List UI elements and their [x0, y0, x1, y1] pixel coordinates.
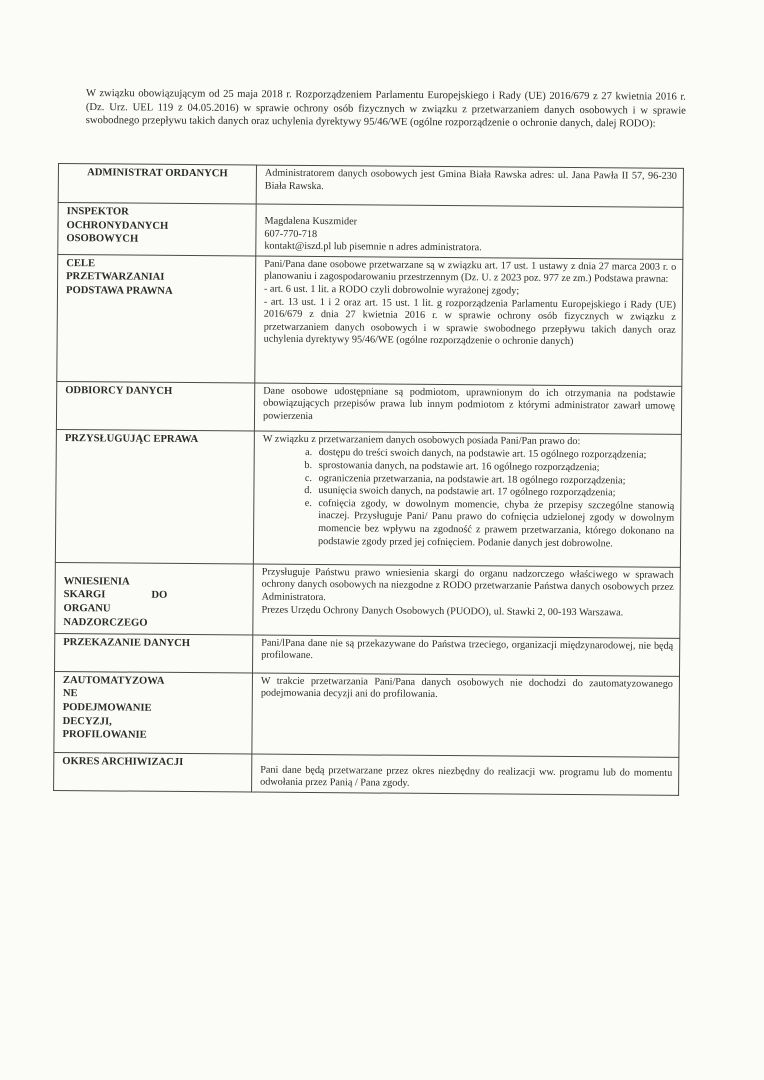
transfer-value: Pani/lPana dane nie są przekazywane do Państwa trzeciego, organizacji międzynarodowej, nie będą profilowane. [253, 635, 680, 676]
table-row [58, 164, 683, 208]
complaint-label-line: NADZORCZEGO [63, 616, 148, 629]
inspector-label-line: OSOBOWYCH [66, 233, 139, 245]
admin-value: Administratorem danych osobowych jest Gmina Biała Rawska adres: ul. Jana Pawła II 57, 96-230 Biała Rawska. [256, 165, 683, 207]
rights-intro: W związku z przetwarzaniem danych osobowych posiada Pani/Pan prawo do: [262, 433, 581, 447]
list-item: b. sprostowania danych, na podstawie art. 16 ogólnego rozporządzenia; [315, 460, 675, 475]
list-item: c. ograniczenia przetwarzania, na podstawie art. 18 ogólnego rozporządzenia; [314, 473, 674, 488]
inspector-label [58, 203, 256, 256]
gdpr-info-table [53, 163, 684, 796]
purposes-value [255, 256, 683, 386]
inspector-label-line: INSPEKTOR [66, 206, 129, 218]
inspector-contact: kontakt@iszd.pl lub pisemnie n adres administratora. [264, 240, 482, 254]
complaint-authority: Prezes Urzędu Ochrony Danych Osobowych (PUODO), ul. Stawki 2, 00-193 Warszawa. [261, 604, 624, 619]
recipients-label: ODBIORCY DANYCH [56, 381, 254, 431]
complaint-label-line: ORGANU [63, 603, 111, 615]
retention-value [252, 754, 679, 796]
inspector-label-line: OCHRONYDANYCH [66, 219, 169, 232]
automated-decisions-value: W trakcie przetwarzania Pani/Pana danych osobowych nie dochodzi do zautomatyzowanego podejmowania decyzji ani do profilowania. [252, 673, 680, 757]
list-item: a. dostępu do treści swoich danych, na podstawie art. 15 ogólnego rozporządzenia; [315, 447, 675, 462]
complaint-label-word: DO [151, 590, 168, 602]
complaint-label-line [64, 588, 247, 603]
complaint-label-line: WNIESIENIA [63, 575, 130, 588]
list-item: d. usunięcia swoich danych, na podstawie art. 17 ogólnego rozporządzenia; [314, 485, 674, 500]
purposes-label-line: CELE [66, 257, 96, 270]
retention-label: OKRES ARCHIWIZACJI [54, 752, 252, 792]
automated-label-line: PROFILOWANIE [62, 729, 147, 741]
table-row [54, 752, 679, 795]
table-row [58, 203, 683, 260]
purposes-label-line: PRZETWARZANIAI [66, 271, 165, 284]
complaint-text: Przysługuje Państwu prawo wniesienia skargi do organu nadzorczego właściwego w sprawach ochrony danych osobowych na niezgodne z RODO przetwarzanie Państwa danych osobowych przez Administratora. [261, 566, 674, 604]
admin-label: ADMINISTRAT ORDANYCH [58, 164, 256, 205]
purposes-label-line: PODSTAWA PRAWNA [65, 285, 173, 297]
retention-text: Pani dane będą przetwarzane przez okres niezbędny do realizacji ww. programu lub do momentu odwołania przez Panią / Pana zgody. [260, 764, 673, 790]
automated-label-line: PODEJMOWANIE [62, 702, 152, 714]
inspector-phone: 607-770-718 [264, 228, 318, 240]
automated-label-line: NE [62, 688, 78, 700]
inspector-value [256, 204, 683, 259]
rights-label: PRZYSŁUGUJĄC EPRAWA [55, 429, 254, 564]
table-row [55, 562, 681, 638]
complaint-value [253, 564, 681, 638]
list-item: e. cofnięcia zgody, w dowolnym momencie, chyba że przepisy szczególne stanowią inaczej. Przysługuje Pani/ Panu prawo do cofnięcia udzielonej zgody w dowolnym momencie bez wpływu na zgodność z prawem przetwarzania, którego dokonano na podstawie zgody przed jej cofnięciem. Podanie danych jest dobrowolne. [314, 498, 674, 551]
purposes-text: Pani/Pana dane osobowe przetwarzane są w związku art. 17 ust. 1 ustawy z dnia 27 marca 2003 r. o planowaniu i zagospodarowaniu przestrzennym (Dz. U. z 2023 poz. 977 ze zm.) Podstawa prawna: [264, 258, 677, 286]
table-row [55, 429, 681, 567]
table-row [57, 254, 683, 386]
recipients-value: Dane osobowe udostępniane są podmiotom, uprawnionym do ich otrzymania na podstawie obowiązujących przepisów prawa lub innym podmiotom z którymi administrator zawarł umowę powierzenia [254, 383, 681, 434]
table-row [54, 671, 680, 757]
rights-value [253, 431, 681, 567]
inspector-name: Magdalena Kuszmider [264, 215, 358, 228]
purposes-label [57, 254, 256, 383]
complaint-label [55, 562, 254, 635]
intro-paragraph: W związku obowiązującym od 25 maja 2018 r. Rozporządzeniem Parlamentu Europejskiego i Rady (UE) 2016/679 z 27 kwietnia 2016 r. (Dz. Urz. UEL 119 z 04.05.2016) w sprawie ochrony osób fizycznych w związku z przetwarzaniem danych osobowych i w sprawie swobodnego przepływu takich danych oraz uchylenia dyrektywy 95/46/WE (ogólne rozporządzenie o ochronie danych, dalej RODO): [85, 87, 686, 130]
automated-label-line: ZAUTOMATYZOWA [62, 674, 165, 687]
rights-list [262, 447, 675, 551]
legal-basis-item: - art. 6 ust. 1 lit. a RODO czyli dobrowolnie wyrażonej zgody; [263, 283, 520, 297]
table-row [56, 381, 681, 434]
legal-basis-item: - art. 13 ust. 1 i 2 oraz art. 15 ust. 1 lit. g rozporządzenia Parlamentu Europejskiego i Rady (UE) 2016/679 z dnia 27 kwietnia 2016 r. w sprawie ochrony osób fizycznych w związku z przetwarzaniem danych osobowych i w sprawie swobodnego przepływu takich danych oraz uchylenia dyrektywy 95/46/WE (ogólne rozporządzenie o ochronie danych) [263, 296, 676, 348]
automated-decisions-label [54, 671, 253, 754]
table-row [55, 633, 680, 676]
complaint-label-word: SKARGI [63, 589, 106, 601]
automated-label-line: DECYZJI, [62, 715, 112, 728]
transfer-label: PRZEKAZANIE DANYCH [55, 633, 253, 673]
